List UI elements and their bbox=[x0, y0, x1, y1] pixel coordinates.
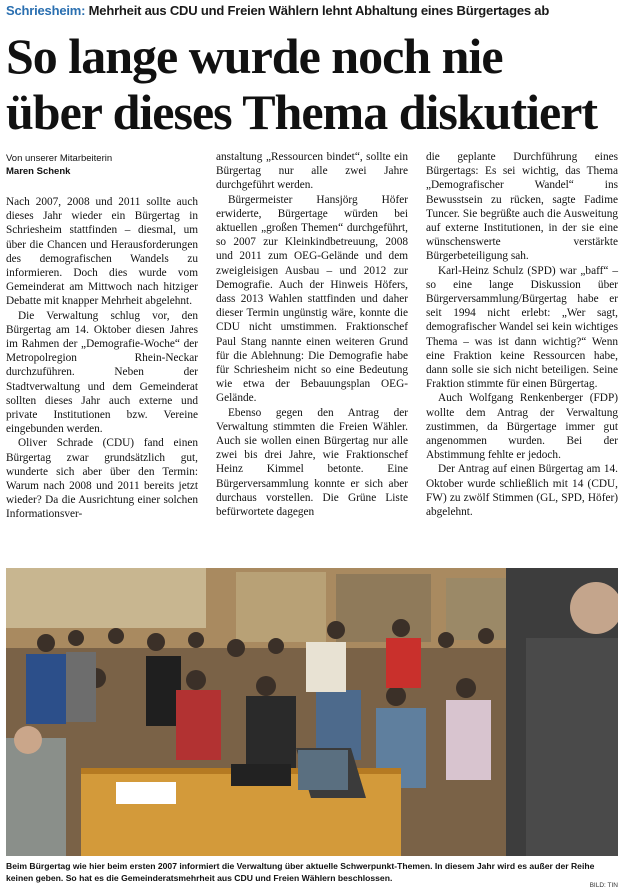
paragraph: Die Verwaltung schlug vor, den Bürgertag am 14. Oktober diesen Jahres im Rahmen der „Demografie-Woche“ der Metropolregion Rhein-Neckar durchzuführen. Neben der Stadtverwaltung und dem Gemeinderat sollten dieses Jahr auch externe und private Institutionen bzw. Vereine eingebunden werden. bbox=[6, 309, 198, 436]
paragraph: anstaltung „Ressourcen bindet“, sollte ein Bürgertag nur alle zwei Jahre durchgeführt werden. bbox=[216, 151, 408, 192]
paragraph: Oliver Schrade (CDU) fand einen Bürgertag zwar grundsätzlich gut, wunderte sich aber über den Termin: Warum nach 2008 und 2011 bereits jetzt wieder? Da die Ausrichtung einer solchen Informationsver- bbox=[6, 437, 198, 521]
headline-line-1: So lange wurde noch nie bbox=[6, 28, 503, 84]
photo-caption: Beim Bürgertag wie hier beim ersten 2007 informiert die Verwaltung über aktuelle Schwerpunkt-Themen. In diesem Jahr wird es außer der Reihe keinen geben. So hat es die Gemeinderatsmehrheit aus CDU und Freien Wählern beschlossen. bbox=[6, 861, 595, 883]
kicker-line bbox=[6, 3, 618, 18]
news-photo bbox=[6, 568, 618, 856]
paragraph: Ebenso gegen den Antrag der Verwaltung stimmten die Freien Wähler. Auch sie wollen einen Bürgertag nur alle zwei bis drei Jahre, wie Fraktionschef Heinz Kimmel betonte. Eine Bürgerversammlung konnte er sich aber durchaus vorstellen. Die Grüne Liste befürwortete dagegen bbox=[216, 406, 408, 519]
kicker-place: Schriesheim: bbox=[6, 3, 86, 18]
article-column-1 bbox=[6, 195, 198, 522]
meeting-photo-illustration bbox=[6, 568, 618, 856]
paragraph: Karl-Heinz Schulz (SPD) war „baff“ – so eine lange Diskussion über Bürgerversammlung/Bürgertag habe er seit 1994 nicht erlebt: „Wer sagt, demografischer Wandel sei kein wichtiges Thema – was ist dann wichtig?“ Wenn eine Fraktion keine Ressourcen habe, dann solle sie sich nicht beteiligen. Seine Fraktion stimmte für einen Bürgertag. bbox=[426, 264, 618, 391]
paragraph: Bürgermeister Hansjörg Höfer erwiderte, Bürgertage würden bei aktuellen „großen Themen“ durchgeführt, so 2007 zur Kleinkindbetreuung, 2008 und 2011 zum OEG-Gelände und dem zweigleisigen Ausbau – und 2012 zur Demografie. Auch der Hinweis Höfers, dass 2013 Wahlen stattfinden und daher dieser Termin ungünstig wäre, konnte die CDU nicht umstimmen. Fraktionschef Paul Stang nannte einen weiteren Grund für die Ablehnung: Die Demografie habe für Schriesheim nicht so eine Bedeutung wie etwa der Bebauungsplan OEG-Gelände. bbox=[216, 193, 408, 405]
article-column-2 bbox=[216, 150, 408, 519]
paragraph: Nach 2007, 2008 und 2011 sollte auch dieses Jahr wieder ein Bürgertag in Schriesheim stattfinden – diesmal, um über die Chancen und Herausforderungen des demografischen Wandels zu informieren. Doch dies wurde vom Gemeinderat am Mittwoch nach hitziger Debatte mit knapper Mehrheit abgelehnt. bbox=[6, 196, 198, 308]
byline-author: Maren Schenk bbox=[6, 166, 71, 177]
headline-line-2: über dieses Thema diskutiert bbox=[6, 84, 598, 140]
byline-prefix: Von unserer Mitarbeiterin bbox=[6, 153, 113, 164]
paragraph: Auch Wolfgang Renkenberger (FDP) wollte dem Antrag der Verwaltung zustimmen, da Bürgertage immer gut angenommen wurden. Bei der Abstimmung fehlte er jedoch. bbox=[426, 392, 618, 462]
paragraph: Der Antrag auf einen Bürgertag am 14. Oktober wurde schließlich mit 14 (CDU, FW) zu zwölf Stimmen (GL, SPD, Höfer) abgelehnt. bbox=[426, 463, 618, 519]
paragraph: die geplante Durchführung eines Bürgertags: Es sei wichtig, das Thema „Demografischer Wandel“ ins Bewusstsein zu rücken, sagte Fadime Tuncer. Sie begrüßte auch die Ausweitung auf externe Institutionen, in der sie eine wünschenswerte verstärkte Bürgerbeteiligung sah. bbox=[426, 151, 618, 263]
photo-credit: BILD: TIN bbox=[589, 882, 618, 889]
kicker-text: Mehrheit aus CDU und Freien Wählern lehnt Abhaltung eines Bürgertages ab bbox=[88, 3, 550, 18]
article-column-3 bbox=[426, 150, 618, 519]
byline bbox=[6, 152, 206, 178]
